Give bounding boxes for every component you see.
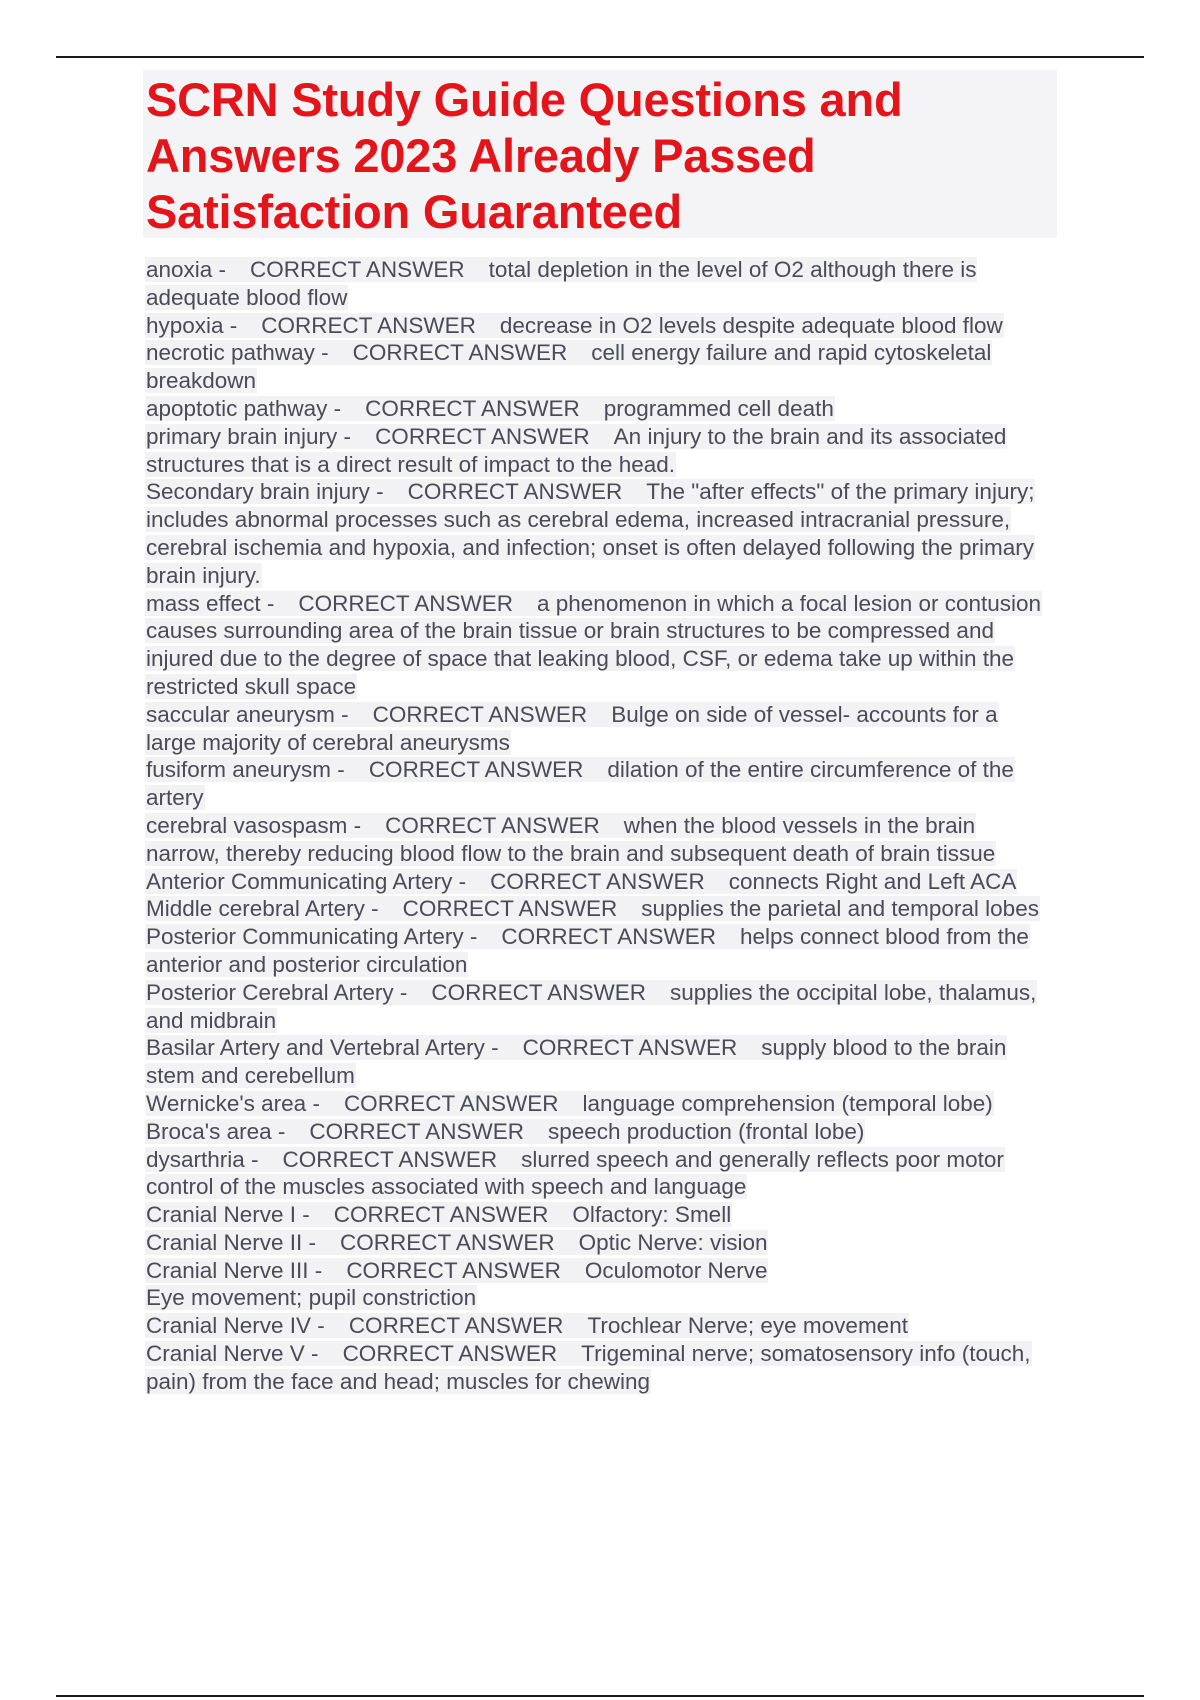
qa-entry-text	[145, 1035, 1007, 1088]
qa-entry	[145, 923, 1050, 979]
qa-entry	[145, 1201, 1050, 1229]
qa-term: Middle cerebral Artery -	[146, 896, 379, 922]
correct-answer-label: CORRECT ANSWER	[340, 1229, 555, 1255]
qa-term: saccular aneurysm -	[146, 701, 349, 727]
qa-entry-text	[145, 313, 1004, 338]
qa-entry	[145, 1340, 1050, 1396]
correct-answer-label: CORRECT ANSWER	[343, 1090, 559, 1116]
qa-term: anoxia -	[146, 257, 227, 282]
qa-list	[145, 256, 1050, 1396]
qa-answer: supply blood to the brain stem and cerebellum	[146, 1035, 1007, 1089]
qa-term: mass effect -	[146, 590, 275, 616]
qa-entry	[145, 1146, 1050, 1202]
qa-entry	[145, 701, 1050, 757]
top-rule	[56, 56, 1144, 58]
qa-entry-text	[145, 896, 1040, 921]
correct-answer-label: CORRECT ANSWER	[501, 924, 716, 950]
qa-entry-text	[145, 340, 992, 393]
correct-answer-label: CORRECT ANSWER	[385, 812, 600, 838]
qa-entry	[145, 1090, 1050, 1118]
correct-answer-label: CORRECT ANSWER	[333, 1202, 549, 1228]
qa-answer: Optic Nerve: vision	[578, 1229, 768, 1255]
qa-entry	[145, 395, 1050, 423]
qa-answer: speech production (frontal lobe)	[547, 1118, 865, 1144]
qa-term: Cranial Nerve V -	[146, 1341, 319, 1367]
qa-answer: helps connect blood from the anterior and posterior circulation	[146, 924, 1029, 977]
qa-entry-text	[145, 479, 1035, 587]
correct-answer-label: CORRECT ANSWER	[407, 479, 623, 505]
qa-entry-text	[145, 702, 999, 755]
qa-answer: a phenomenon in which a focal lesion or contusion causes surrounding area of the brain tissue or brain structures to be compressed and injured due to the degree of space that leaking blood, CSF, or edema take up within the restricted skull space	[146, 590, 1042, 699]
qa-entry	[145, 423, 1050, 479]
qa-entry-text	[145, 980, 1037, 1033]
correct-answer-label: CORRECT ANSWER	[522, 1035, 738, 1061]
qa-term: fusiform aneurysm -	[146, 757, 345, 783]
qa-term: necrotic pathway -	[146, 340, 329, 366]
correct-answer-label: CORRECT ANSWER	[309, 1118, 524, 1144]
qa-entry	[145, 868, 1050, 896]
qa-entry-text	[145, 813, 996, 866]
correct-answer-label: CORRECT ANSWER	[402, 896, 618, 922]
qa-answer: programmed cell death	[603, 395, 834, 421]
qa-entry-text	[145, 1341, 1032, 1394]
qa-entry-text	[145, 1202, 732, 1227]
qa-answer: Trigeminal nerve; somatosensory info (touch, pain) from the face and head; muscles for chewing	[146, 1341, 1031, 1394]
qa-answer: The "after effects" of the primary injury; includes abnormal processes such as cerebral edema, increased intracranial pressure, cerebral ischemia and hypoxia, and infection; onset is often delayed following the primary brain injury.	[146, 479, 1035, 588]
qa-entry-text	[145, 1230, 768, 1255]
qa-answer: supplies the parietal and temporal lobes	[641, 896, 1039, 922]
correct-answer-label: CORRECT ANSWER	[375, 423, 590, 449]
correct-answer-label: CORRECT ANSWER	[365, 395, 580, 421]
qa-entry	[145, 1118, 1050, 1146]
correct-answer-label: CORRECT ANSWER	[348, 1313, 564, 1339]
qa-term: Secondary brain injury -	[146, 479, 384, 505]
qa-answer: when the blood vessels in the brain narrow, thereby reducing blood flow to the brain and subsequent death of brain tissue	[146, 812, 996, 866]
qa-entry	[145, 1312, 1050, 1340]
correct-answer-label: CORRECT ANSWER	[282, 1146, 498, 1172]
qa-answer: connects Right and Left ACA	[728, 868, 1017, 894]
correct-answer-label: CORRECT ANSWER	[342, 1341, 558, 1367]
qa-entry	[145, 895, 1050, 923]
qa-term: Posterior Communicating Artery -	[146, 924, 478, 950]
qa-entry-text	[145, 257, 977, 310]
qa-entry-text	[145, 1119, 865, 1144]
correct-answer-label: CORRECT ANSWER	[352, 340, 568, 366]
document-title: SCRN Study Guide Questions and Answers 2023 Already Passed Satisfaction Guaranteed	[146, 73, 903, 238]
qa-answer: decrease in O2 levels despite adequate blood flow	[499, 312, 1003, 338]
qa-entry	[145, 1229, 1050, 1257]
title-block	[143, 70, 1057, 238]
correct-answer-label: CORRECT ANSWER	[298, 590, 513, 616]
qa-answer: supplies the occipital lobe, thalamus, and midbrain	[146, 979, 1037, 1033]
qa-entry	[145, 756, 1050, 812]
qa-entry-text	[145, 924, 1030, 977]
qa-entry	[145, 979, 1050, 1035]
qa-term: Anterior Communicating Artery -	[146, 868, 467, 894]
qa-term: Cranial Nerve II -	[146, 1229, 317, 1255]
qa-term: dysarthria -	[146, 1146, 259, 1172]
correct-answer-label: CORRECT ANSWER	[372, 701, 588, 727]
qa-answer: Trochlear Nerve; eye movement	[587, 1313, 908, 1339]
qa-entry-continuation	[145, 1284, 1050, 1312]
correct-answer-label: CORRECT ANSWER	[346, 1257, 561, 1283]
qa-entry	[145, 339, 1050, 395]
qa-answer: slurred speech and generally reflects poor motor control of the muscles associated with speech and language	[146, 1146, 1004, 1200]
qa-entry	[145, 478, 1050, 589]
qa-term: hypoxia -	[146, 312, 238, 338]
qa-term: Posterior Cerebral Artery -	[146, 979, 408, 1005]
qa-entry-text	[145, 396, 835, 421]
correct-answer-label: CORRECT ANSWER	[368, 757, 584, 783]
qa-entry-text	[145, 424, 1007, 477]
qa-answer: An injury to the brain and its associated structures that is a direct result of impact to the head.	[146, 423, 1007, 477]
correct-answer-label: CORRECT ANSWER	[250, 257, 465, 282]
qa-entry	[145, 256, 1050, 312]
qa-entry-text	[145, 1147, 1005, 1200]
qa-entry-text	[145, 869, 1017, 894]
qa-term: Broca's area -	[146, 1118, 286, 1144]
qa-entry-text	[145, 757, 1015, 810]
qa-term: primary brain injury -	[146, 423, 352, 449]
qa-answer: Olfactory: Smell	[572, 1202, 732, 1228]
qa-entry	[145, 312, 1050, 340]
qa-entry-text	[145, 1313, 909, 1338]
qa-answer: cell energy failure and rapid cytoskeletal breakdown	[146, 340, 992, 394]
qa-entry	[145, 812, 1050, 868]
qa-term: Basilar Artery and Vertebral Artery -	[146, 1035, 499, 1061]
qa-answer: Oculomotor Nerve	[584, 1257, 768, 1283]
qa-entry-text	[145, 1258, 768, 1283]
correct-answer-label: CORRECT ANSWER	[490, 868, 705, 894]
qa-term: apoptotic pathway -	[146, 395, 342, 421]
qa-continuation-text: Eye movement; pupil constriction	[146, 1285, 477, 1311]
correct-answer-label: CORRECT ANSWER	[261, 312, 476, 338]
qa-answer: Bulge on side of vessel- accounts for a large majority of cerebral aneurysms	[146, 701, 998, 755]
bottom-rule	[56, 1695, 1144, 1697]
correct-answer-label: CORRECT ANSWER	[431, 979, 646, 1005]
qa-term: Cranial Nerve III -	[146, 1257, 323, 1283]
qa-answer: language comprehension (temporal lobe)	[582, 1090, 993, 1116]
qa-entry	[145, 1034, 1050, 1090]
qa-term: Cranial Nerve IV -	[146, 1313, 325, 1339]
qa-entry-text	[145, 591, 1042, 699]
qa-term: Wernicke's area -	[146, 1090, 320, 1116]
qa-term: Cranial Nerve I -	[146, 1202, 310, 1228]
qa-term: cerebral vasospasm -	[146, 812, 362, 838]
qa-entry	[145, 590, 1050, 701]
qa-answer: total depletion in the level of O2 although there is adequate blood flow	[146, 257, 977, 310]
qa-answer: dilation of the entire circumference of the artery	[146, 757, 1014, 811]
qa-entry	[145, 1257, 1050, 1285]
qa-entry-text	[145, 1091, 994, 1116]
